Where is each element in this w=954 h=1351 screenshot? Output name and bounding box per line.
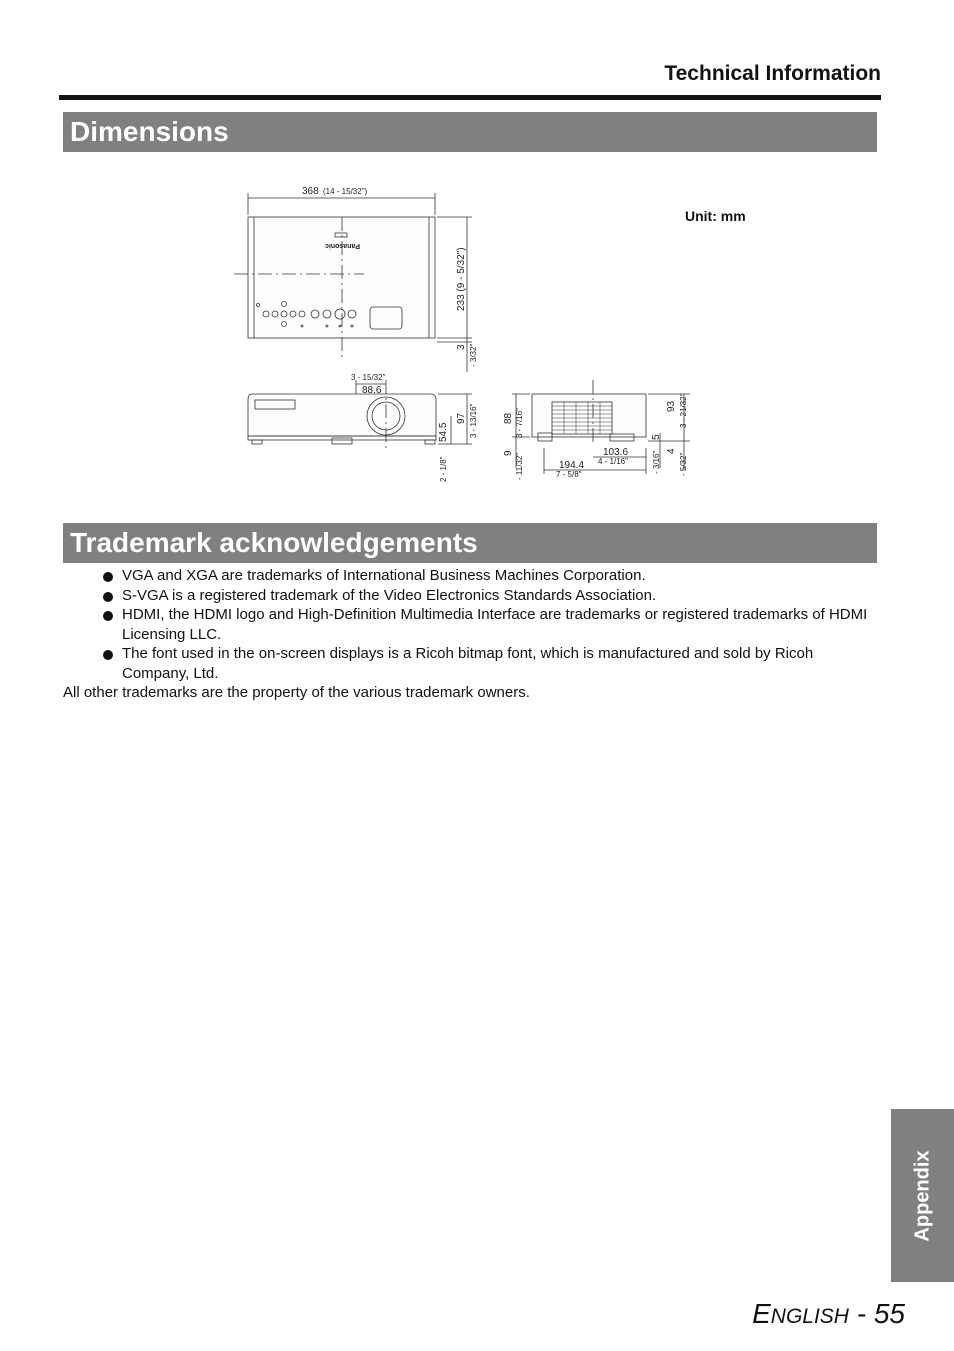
appendix-tab-label: Appendix xyxy=(911,1149,933,1242)
dim-side-9: 9 xyxy=(503,450,514,456)
page-number xyxy=(752,1298,905,1330)
dim-side-9-in: - 11/32" xyxy=(515,452,524,480)
appendix-tab[interactable] xyxy=(891,1109,954,1282)
dimensions-heading: Dimensions xyxy=(63,112,877,152)
dim-side-93-in: 3 - 21/32" xyxy=(679,393,688,428)
page-number-language: NGLISH xyxy=(770,1305,849,1328)
list-item xyxy=(63,605,877,644)
list-item-text: S-VGA is a registered trademark of the Video Electronics Standards Association. xyxy=(122,586,657,604)
top-view-body xyxy=(248,217,435,338)
bullet-icon xyxy=(103,650,113,660)
dim-front-54-5-in: 2 - 1/8" xyxy=(439,456,448,482)
list-item-text: VGA and XGA are trademarks of International Business Machines Corporation. xyxy=(122,567,646,584)
page-number-value: - 55 xyxy=(848,1298,905,1329)
brand-logo: Panasonic xyxy=(324,242,360,249)
section-header: Technical Information xyxy=(664,62,881,85)
dim-side-194-4: 194.4 xyxy=(559,460,585,471)
dim-foot-3: 3 xyxy=(456,344,467,350)
dim-side-88-in: 3 - 7/16" xyxy=(515,408,524,438)
bullet-icon xyxy=(103,592,113,602)
list-item xyxy=(63,586,877,606)
page-number-cap: E xyxy=(752,1298,771,1329)
side-view-body xyxy=(532,394,646,437)
dim-top-depth: 233 (9 - 5/32") xyxy=(456,247,467,311)
trademark-heading: Trademark acknowledgements xyxy=(63,523,877,563)
dim-side-93: 93 xyxy=(666,400,677,412)
dimensions-drawing xyxy=(0,0,954,520)
dim-side-103-6: 103.6 xyxy=(603,447,629,458)
bullet-icon xyxy=(103,611,113,621)
trademark-note: All other trademarks are the property of the various trademark owners. xyxy=(63,684,530,701)
dim-front-97-in: 3 - 13/16" xyxy=(469,403,478,438)
dim-front-88-6: 88.6 xyxy=(362,385,382,396)
list-item xyxy=(63,644,877,683)
dim-front-54-5: 54.5 xyxy=(438,422,449,442)
dim-top-width-in: (14 - 15/32") xyxy=(323,187,368,196)
dim-side-5: 5 xyxy=(651,434,662,440)
dim-side-5-in: - 3/16" xyxy=(652,450,661,474)
dim-top-width: 368 xyxy=(302,186,319,197)
list-item xyxy=(63,566,877,586)
trademark-list xyxy=(63,566,877,683)
dim-side-88: 88 xyxy=(503,412,514,424)
dim-side-103-6-in: 4 - 1/16" xyxy=(598,457,628,466)
dim-side-4-in: - 5/32" xyxy=(679,452,688,476)
dim-side-194-4-in: 7 - 5/8" xyxy=(556,470,582,479)
dim-front-in: 3 - 15/32" xyxy=(351,373,386,382)
list-item-text: The font used in the on-screen displays is a Ricoh bitmap font, which is manufactured and sold by Ricoh Company, Ltd. xyxy=(122,645,814,682)
list-item-text: HDMI, the HDMI logo and High-Definition Multimedia Interface are trademarks or registered trademarks of HDMI Licensing LLC. xyxy=(122,606,868,643)
bullet-icon xyxy=(103,572,113,582)
unit-label: Unit: mm xyxy=(685,208,746,224)
dim-front-97: 97 xyxy=(456,412,467,424)
dim-side-4: 4 xyxy=(666,448,677,454)
dim-foot-3-in: - 3/32" xyxy=(469,343,478,367)
